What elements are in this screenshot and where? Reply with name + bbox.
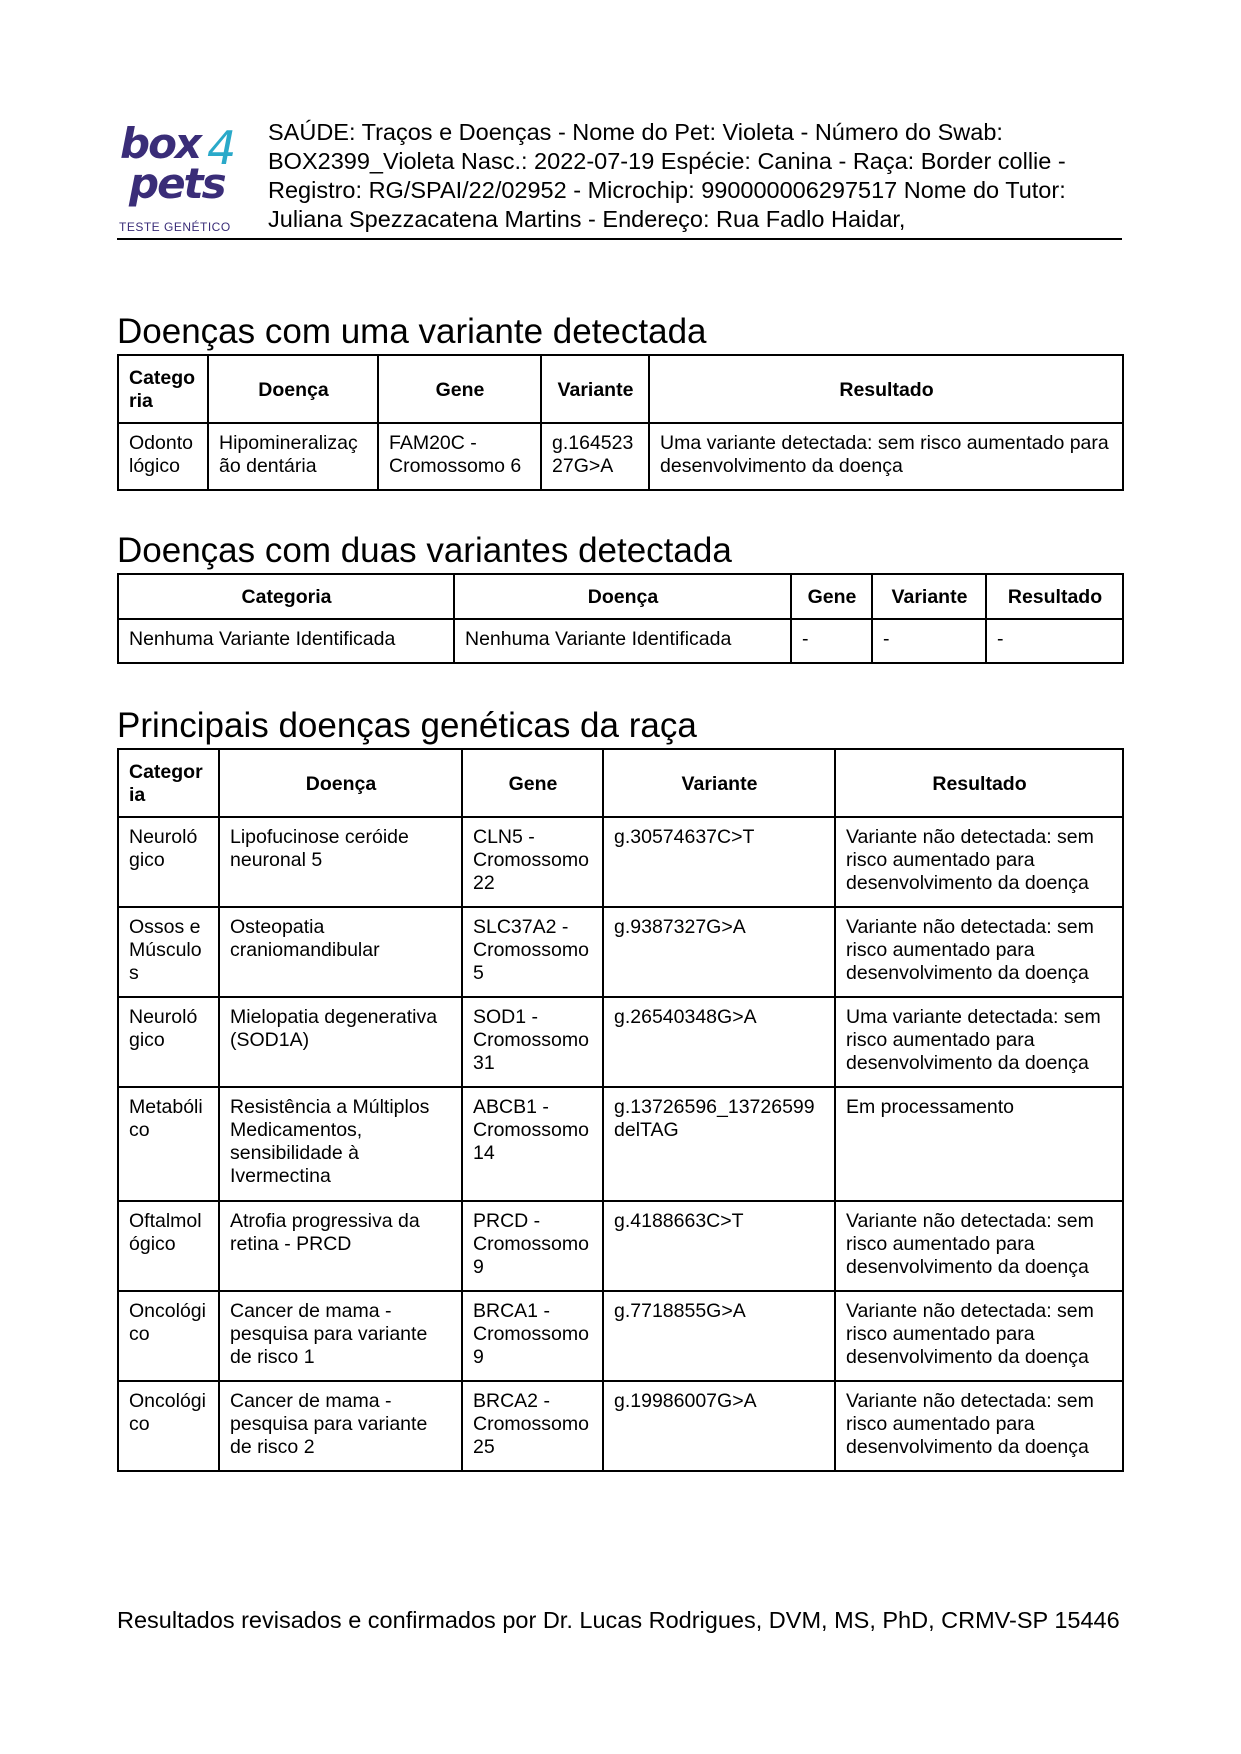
table-header-row: [118, 749, 1123, 817]
table-header-row: [118, 574, 1123, 619]
column-header-gene: Gene: [462, 749, 603, 817]
cell-doenca: Cancer de mama - pesquisa para variante de risco 1: [219, 1291, 462, 1381]
two-variants-table: [117, 573, 1124, 664]
logo-tagline: TESTE GENÉTICO: [119, 220, 231, 234]
cell-variante: g.13726596_13726599 delTAG: [603, 1087, 835, 1201]
column-header-doenca: Doença: [454, 574, 791, 619]
cell-doenca: Lipofucinose ceróide neuronal 5: [219, 817, 462, 907]
column-header-categoria: Categor ia: [118, 749, 219, 817]
cell-categoria: Odonto lógico: [118, 423, 208, 490]
cell-resultado: Variante não detectada: sem risco aumentado para desenvolvimento da doença: [835, 817, 1123, 907]
cell-categoria: Oftalmol ógico: [118, 1201, 219, 1291]
cell-variante: g.30574637C>T: [603, 817, 835, 907]
cell-resultado: Variante não detectada: sem risco aumentado para desenvolvimento da doença: [835, 1201, 1123, 1291]
column-header-doenca: Doença: [208, 355, 378, 423]
column-header-variante: Variante: [603, 749, 835, 817]
breed-diseases-table: [117, 748, 1124, 1472]
pet-info-header: SAÚDE: Traços e Doenças - Nome do Pet: Violeta - Número do Swab: BOX2399_Violeta Nasc.: 2022-07-19 Espécie: Canina - Raça: Border collie - Registro: RG/SPAI/22/02952 - Microchip: 990000006297517 Nome do Tutor: Juliana Spezzacatena Martins - Endereço: Rua Fadlo Haidar,: [268, 119, 1066, 232]
column-header-doenca: Doença: [219, 749, 462, 817]
table-row: [118, 619, 1123, 663]
column-header-resultado: Resultado: [986, 574, 1123, 619]
cell-doenca: Osteopatia craniomandibular: [219, 907, 462, 997]
cell-variante: g.9387327G>A: [603, 907, 835, 997]
cell-gene: CLN5 - Cromossomo 22: [462, 817, 603, 907]
cell-variante: g.4188663C>T: [603, 1201, 835, 1291]
cell-variante: g.26540348G>A: [603, 997, 835, 1087]
column-header-categoria: Categoria: [118, 574, 454, 619]
cell-resultado: Variante não detectada: sem risco aumentado para desenvolvimento da doença: [835, 907, 1123, 997]
cell-gene: -: [791, 619, 872, 663]
table-header-row: [118, 355, 1123, 423]
cell-gene: BRCA2 - Cromossomo 25: [462, 1381, 603, 1471]
cell-categoria: Neuroló gico: [118, 997, 219, 1087]
table-row: [118, 817, 1123, 907]
table-row: [118, 997, 1123, 1087]
column-header-resultado: Resultado: [649, 355, 1123, 423]
section-title-breed-diseases: Principais doenças genéticas da raça: [117, 706, 697, 745]
cell-doenca: Mielopatia degenerativa (SOD1A): [219, 997, 462, 1087]
cell-categoria: Nenhuma Variante Identificada: [118, 619, 454, 663]
table-row: [118, 423, 1123, 490]
table-row: [118, 1087, 1123, 1201]
cell-variante: g.19986007G>A: [603, 1381, 835, 1471]
cell-doenca: Atrofia progressiva da retina - PRCD: [219, 1201, 462, 1291]
column-header-variante: Variante: [541, 355, 649, 423]
cell-variante: g.164523 27G>A: [541, 423, 649, 490]
cell-categoria: Ossos e Músculo s: [118, 907, 219, 997]
section-title-one-variant: Doenças com uma variante detectada: [117, 312, 707, 351]
logo-number-four: 4: [207, 121, 237, 175]
section-title-two-variants: Doenças com duas variantes detectada: [117, 531, 732, 570]
cell-categoria: Oncológi co: [118, 1291, 219, 1381]
column-header-variante: Variante: [872, 574, 986, 619]
cell-gene: SOD1 - Cromossomo 31: [462, 997, 603, 1087]
cell-resultado: Uma variante detectada: sem risco aumentado para desenvolvimento da doença: [835, 997, 1123, 1087]
reviewer-signature-line: Resultados revisados e confirmados por Dr. Lucas Rodrigues, DVM, MS, PhD, CRMV-SP 15446: [117, 1607, 1120, 1633]
column-header-gene: Gene: [378, 355, 541, 423]
table-row: [118, 907, 1123, 997]
cell-variante: g.7718855G>A: [603, 1291, 835, 1381]
logo-word-pets: pets: [129, 159, 225, 208]
table-row: [118, 1201, 1123, 1291]
column-header-resultado: Resultado: [835, 749, 1123, 817]
cell-gene: PRCD - Cromossomo 9: [462, 1201, 603, 1291]
table-row: [118, 1291, 1123, 1381]
cell-resultado: Variante não detectada: sem risco aumentado para desenvolvimento da doença: [835, 1381, 1123, 1471]
cell-gene: FAM20C - Cromossomo 6: [378, 423, 541, 490]
box4pets-logo: [117, 119, 237, 234]
cell-gene: ABCB1 - Cromossomo 14: [462, 1087, 603, 1201]
report-header: [117, 118, 1122, 240]
logo-word-box: box: [120, 119, 201, 168]
cell-doenca: Cancer de mama - pesquisa para variante de risco 2: [219, 1381, 462, 1471]
cell-categoria: Neuroló gico: [118, 817, 219, 907]
cell-resultado: Uma variante detectada: sem risco aumentado para desenvolvimento da doença: [649, 423, 1123, 490]
cell-resultado: Em processamento: [835, 1087, 1123, 1201]
cell-variante: -: [872, 619, 986, 663]
cell-gene: SLC37A2 - Cromossomo 5: [462, 907, 603, 997]
column-header-categoria: Catego ria: [118, 355, 208, 423]
cell-gene: BRCA1 - Cromossomo 9: [462, 1291, 603, 1381]
cell-categoria: Oncológi co: [118, 1381, 219, 1471]
cell-resultado: Variante não detectada: sem risco aumentado para desenvolvimento da doença: [835, 1291, 1123, 1381]
column-header-gene: Gene: [791, 574, 872, 619]
cell-doenca: Resistência a Múltiplos Medicamentos, sensibilidade à Ivermectina: [219, 1087, 462, 1201]
cell-doenca: Hipomineralizaç ão dentária: [208, 423, 378, 490]
cell-doenca: Nenhuma Variante Identificada: [454, 619, 791, 663]
cell-categoria: Metabóli co: [118, 1087, 219, 1201]
cell-resultado: -: [986, 619, 1123, 663]
one-variant-table: [117, 354, 1124, 491]
table-row: [118, 1381, 1123, 1471]
